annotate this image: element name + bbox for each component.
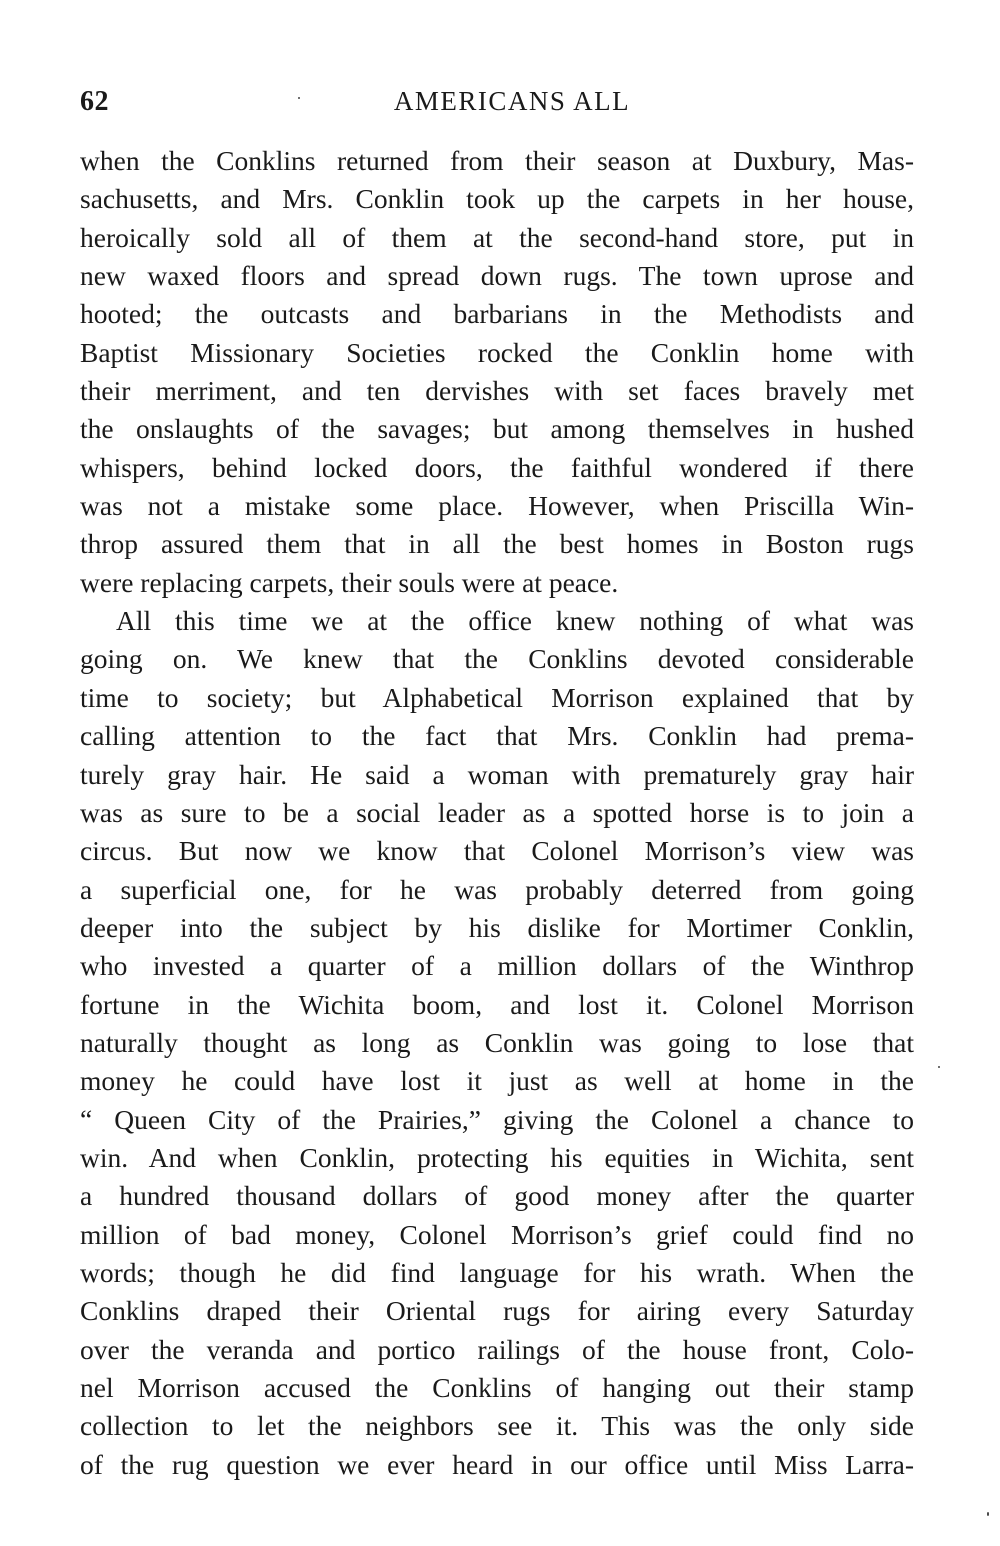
body-text bbox=[80, 142, 914, 1484]
text-line: hooted; the outcasts and barbarians in the Methodists and bbox=[80, 298, 914, 330]
text-line: new waxed floors and spread down rugs. The town uprose and bbox=[80, 260, 914, 292]
text-line: when the Conklins returned from their season at Duxbury, Mas- bbox=[80, 145, 914, 176]
text-line: was as sure to be a social leader as a spotted horse is to join a bbox=[80, 796, 914, 828]
text-line: circus. But now we know that Colonel Morrison’s view was bbox=[80, 835, 914, 867]
text-line: going on. We knew that the Conklins devoted considerable bbox=[80, 643, 914, 675]
text-line: words; though he did find language for his wrath. When the bbox=[80, 1256, 914, 1288]
paragraph-2 bbox=[80, 602, 914, 1484]
text-line: All this time we at the office knew nothing of what was bbox=[116, 605, 914, 637]
text-line: money he could have lost it just as well at home in the bbox=[80, 1065, 914, 1097]
scan-speck bbox=[987, 1512, 989, 1516]
text-line: deeper into the subject by his dislike for Mortimer Conklin, bbox=[80, 911, 914, 943]
text-line: a hundred thousand dollars of good money after the quarter bbox=[80, 1180, 914, 1212]
text-line: fortune in the Wichita boom, and lost it. Colonel Morrison bbox=[80, 988, 914, 1020]
scan-speck bbox=[938, 1066, 940, 1068]
text-line: Baptist Missionary Societies rocked the Conklin home with bbox=[80, 336, 914, 368]
text-line: was not a mistake some place. However, when Priscilla Win- bbox=[80, 490, 914, 522]
text-line: throp assured them that in all the best homes in Boston rugs bbox=[80, 528, 914, 560]
text-line: were replacing carpets, their souls were at peace. bbox=[80, 566, 619, 598]
text-line: over the veranda and portico railings of the house front, Colo- bbox=[80, 1333, 914, 1365]
running-head bbox=[80, 86, 914, 126]
page-number: 62 bbox=[80, 86, 109, 117]
text-line: their merriment, and ten dervishes with set faces bravely met bbox=[80, 375, 914, 407]
running-title: AMERICANS ALL bbox=[393, 86, 631, 116]
text-line: nel Morrison accused the Conklins of hanging out their stamp bbox=[80, 1372, 914, 1403]
text-line: heroically sold all of them at the second-hand store, put in bbox=[80, 221, 914, 253]
text-line: calling attention to the fact that Mrs. Conklin had prema- bbox=[80, 720, 914, 752]
text-line: who invested a quarter of a million dollars of the Winthrop bbox=[80, 950, 914, 982]
text-line: collection to let the neighbors see it. This was the only side bbox=[80, 1410, 914, 1442]
text-line: the onslaughts of the savages; but among themselves in hushed bbox=[80, 413, 914, 445]
scan-speck bbox=[298, 97, 300, 99]
text-line: Conklins draped their Oriental rugs for airing every Saturday bbox=[80, 1295, 914, 1327]
text-line: “ Queen City of the Prairies,” giving the Colonel a chance to bbox=[80, 1103, 914, 1135]
text-line: sachusetts, and Mrs. Conklin took up the carpets in her house, bbox=[80, 183, 914, 215]
text-line: win. And when Conklin, protecting his equities in Wichita, sent bbox=[80, 1141, 914, 1173]
paragraph-1 bbox=[80, 142, 914, 602]
text-line: million of bad money, Colonel Morrison’s grief could find no bbox=[80, 1218, 914, 1250]
text-line: a superficial one, for he was probably deterred from going bbox=[80, 873, 914, 905]
text-line: whispers, behind locked doors, the faithful wondered if there bbox=[80, 451, 914, 483]
text-line: of the rug question we ever heard in our office until Miss Larra- bbox=[80, 1448, 914, 1480]
text-line: naturally thought as long as Conklin was going to lose that bbox=[80, 1026, 914, 1058]
text-line: turely gray hair. He said a woman with prematurely gray hair bbox=[80, 758, 914, 790]
text-line: time to society; but Alphabetical Morrison explained that by bbox=[80, 681, 914, 713]
